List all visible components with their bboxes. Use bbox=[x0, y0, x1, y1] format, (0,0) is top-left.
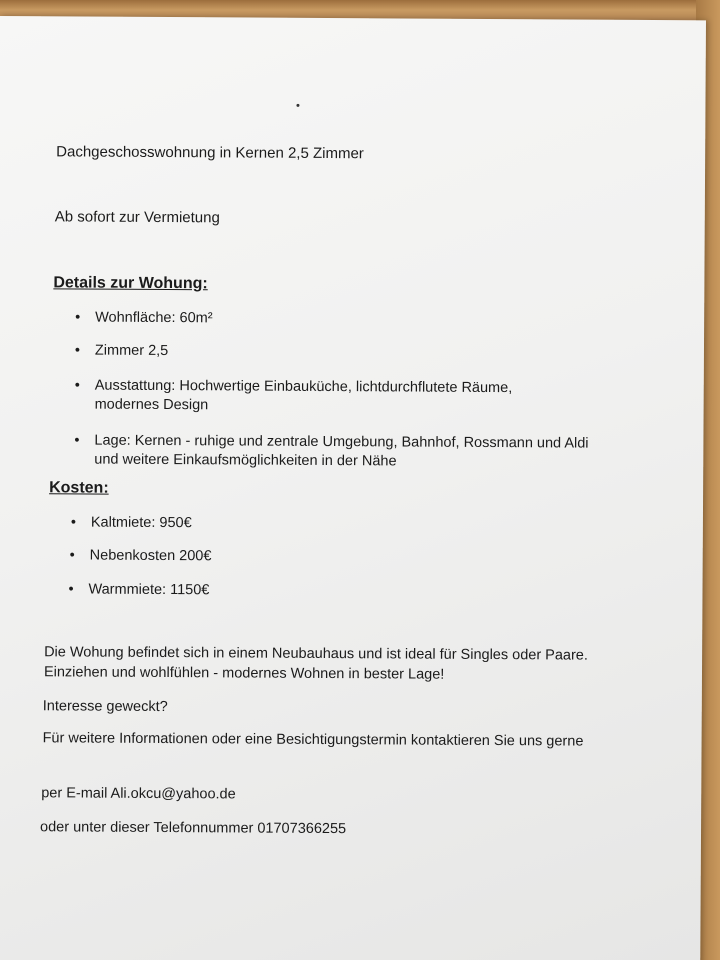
bullet-icon: • bbox=[68, 581, 74, 598]
interest-line: Interesse geweckt? bbox=[42, 698, 168, 716]
detail-text: Wohnfläche: 60m² bbox=[95, 309, 213, 327]
cost-text: Nebenkosten 200€ bbox=[89, 547, 212, 565]
contact-intro: Für weitere Informationen oder eine Besichtigungstermin kontaktieren Sie uns gerne bbox=[42, 730, 584, 750]
bullet-icon: • bbox=[75, 309, 81, 326]
detail-item-area bbox=[75, 309, 615, 331]
listing-subtitle: Ab sofort zur Vermietung bbox=[54, 208, 220, 227]
email-line: per E-mail Ali.okcu@yahoo.de bbox=[41, 785, 236, 803]
detail-item-location bbox=[74, 432, 594, 473]
detail-text: Ausstattung: Hochwertige Einbauküche, lichtdurchflutete Räume, modernes Design bbox=[94, 377, 513, 414]
cost-text: Warmmiete: 1150€ bbox=[88, 581, 210, 599]
detail-text: Lage: Kernen - ruhige und zentrale Umgebung, Bahnhof, Rossmann und Aldi und weitere Einkaufsmöglichkeiten in der Nähe bbox=[94, 432, 589, 470]
detail-text: Zimmer 2,5 bbox=[94, 342, 169, 360]
paper-speck bbox=[296, 104, 299, 107]
phone-line: oder unter dieser Telefonnummer 01707366255 bbox=[39, 819, 347, 838]
paper-sheet bbox=[0, 16, 706, 960]
bullet-icon: • bbox=[74, 432, 80, 449]
costs-heading: Kosten: bbox=[49, 479, 109, 497]
cost-text: Kaltmiete: 950€ bbox=[90, 514, 192, 532]
detail-item-rooms bbox=[74, 342, 615, 364]
cost-item-extra-costs bbox=[69, 547, 490, 568]
bullet-icon: • bbox=[74, 377, 80, 394]
details-heading: Details zur Wohung: bbox=[53, 274, 208, 293]
detail-item-equipment bbox=[74, 377, 545, 418]
cost-item-warm-rent bbox=[68, 581, 488, 602]
cost-item-cold-rent bbox=[70, 514, 491, 535]
bullet-icon: • bbox=[74, 342, 81, 359]
bullet-icon: • bbox=[69, 547, 75, 564]
bullet-icon: • bbox=[70, 514, 77, 531]
listing-title: Dachgeschosswohnung in Kernen 2,5 Zimmer bbox=[56, 143, 364, 163]
description-paragraph: Die Wohung befindet sich in einem Neubauhaus und ist ideal für Singles oder Paare. Einziehen und wohlfühlen - modernes Wohnen in bester Lage! bbox=[43, 644, 588, 683]
